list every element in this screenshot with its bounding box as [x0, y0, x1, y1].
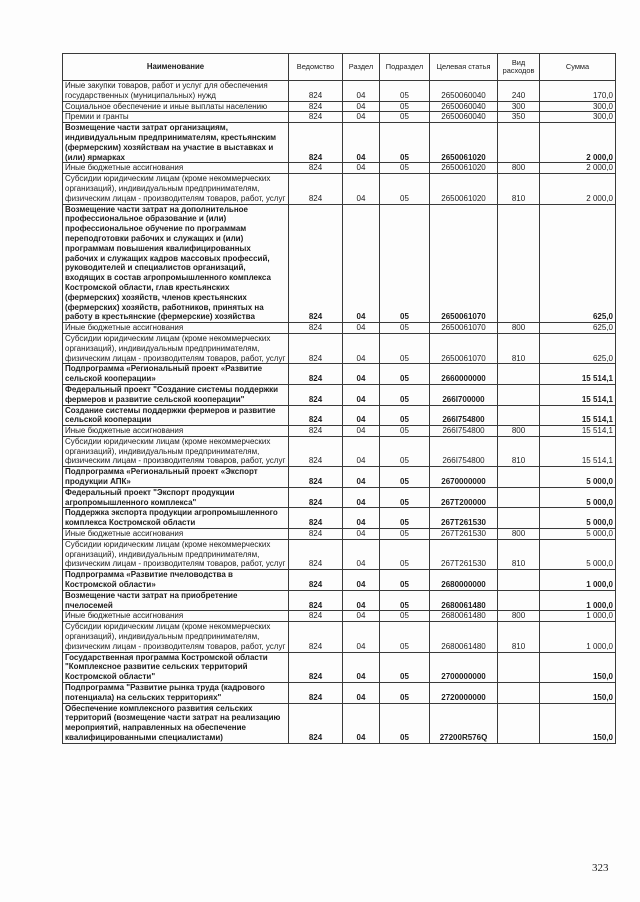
table-header [63, 54, 616, 81]
budget-table [62, 53, 616, 744]
cell-name: Поддержка экспорта продукции агропромышленного комплекса Костромской области [63, 508, 289, 529]
table-row [63, 703, 616, 743]
cell-vid [498, 364, 540, 385]
header-name: Наименование [63, 54, 289, 81]
cell-ved: 824 [289, 570, 343, 591]
table-row [63, 436, 616, 466]
header-vid: Вид расходов [498, 54, 540, 81]
cell-podrazdel: 05 [380, 590, 430, 611]
cell-podrazdel: 05 [380, 622, 430, 652]
cell-target: 267T200000 [430, 487, 498, 508]
cell-razdel: 04 [343, 683, 380, 704]
cell-razdel: 04 [343, 487, 380, 508]
table-row [63, 364, 616, 385]
cell-sum: 625,0 [540, 323, 616, 334]
cell-vid: 810 [498, 174, 540, 204]
cell-vid: 240 [498, 81, 540, 102]
cell-name: Иные бюджетные ассигнования [63, 426, 289, 437]
table-row [63, 467, 616, 488]
cell-sum: 15 514,1 [540, 364, 616, 385]
cell-ved: 824 [289, 384, 343, 405]
cell-target: 2650060040 [430, 81, 498, 102]
table-row [63, 611, 616, 622]
cell-podrazdel: 05 [380, 112, 430, 123]
header-podrazdel: Подраздел [380, 54, 430, 81]
cell-razdel: 04 [343, 529, 380, 540]
cell-vid [498, 590, 540, 611]
cell-ved: 824 [289, 683, 343, 704]
cell-ved: 824 [289, 611, 343, 622]
cell-podrazdel: 05 [380, 174, 430, 204]
cell-name: Субсидии юридическим лицам (кроме некоммерческих организаций), индивидуальным предпринимателям, физическим лицам - производителям товаров, работ, услуг [63, 622, 289, 652]
cell-sum: 1 000,0 [540, 611, 616, 622]
cell-sum: 5 000,0 [540, 508, 616, 529]
cell-podrazdel: 05 [380, 384, 430, 405]
cell-sum: 2 000,0 [540, 163, 616, 174]
cell-vid: 800 [498, 529, 540, 540]
cell-podrazdel: 05 [380, 652, 430, 682]
cell-name: Государственная программа Костромской области "Комплексное развитие сельских территорий Костромской области" [63, 652, 289, 682]
cell-target: 2680061480 [430, 590, 498, 611]
cell-target: 2680061480 [430, 611, 498, 622]
cell-razdel: 04 [343, 323, 380, 334]
cell-ved: 824 [289, 101, 343, 112]
cell-ved: 824 [289, 590, 343, 611]
cell-podrazdel: 05 [380, 323, 430, 334]
table-row [63, 622, 616, 652]
cell-target: 266I754800 [430, 436, 498, 466]
cell-sum: 15 514,1 [540, 405, 616, 426]
cell-target: 2650061070 [430, 204, 498, 323]
cell-razdel: 04 [343, 123, 380, 163]
cell-vid: 800 [498, 426, 540, 437]
cell-vid: 810 [498, 539, 540, 569]
cell-vid [498, 384, 540, 405]
cell-name: Субсидии юридическим лицам (кроме некоммерческих организаций), индивидуальным предпринимателям, физическим лицам - производителям товаров, работ, услуг [63, 539, 289, 569]
table-body [63, 81, 616, 744]
table-row [63, 487, 616, 508]
cell-podrazdel: 05 [380, 539, 430, 569]
table-row [63, 570, 616, 591]
cell-podrazdel: 05 [380, 436, 430, 466]
cell-sum: 2 000,0 [540, 123, 616, 163]
header-sum: Сумма [540, 54, 616, 81]
table-row [63, 323, 616, 334]
cell-podrazdel: 05 [380, 467, 430, 488]
cell-razdel: 04 [343, 426, 380, 437]
cell-name: Возмещение части затрат на дополнительное профессиональное образование и (или) профессиональное обучение по программам переподготовки рабочих и служащих и (или) программам повышения квалифицированных рабочих и служащих кадров массовых профессий, руководителей и специалистов организаций, входящих в состав агропромышленного комплекса Костромской области, глав крестьянских (фермерских) хозяйств, членов крестьянских (фермерских) хозяйств, работников, принятых на работу в крестьянские (фермерские) хозяйства [63, 204, 289, 323]
cell-podrazdel: 05 [380, 163, 430, 174]
cell-ved: 824 [289, 508, 343, 529]
cell-vid [498, 508, 540, 529]
cell-sum: 625,0 [540, 204, 616, 323]
cell-ved: 824 [289, 405, 343, 426]
cell-razdel: 04 [343, 539, 380, 569]
cell-podrazdel: 05 [380, 683, 430, 704]
cell-sum: 5 000,0 [540, 529, 616, 540]
cell-vid [498, 570, 540, 591]
cell-ved: 824 [289, 652, 343, 682]
cell-podrazdel: 05 [380, 405, 430, 426]
cell-razdel: 04 [343, 101, 380, 112]
cell-ved: 824 [289, 163, 343, 174]
cell-name: Субсидии юридическим лицам (кроме некоммерческих организаций), индивидуальным предпринимателям, физическим лицам - производителям товаров, работ, услуг [63, 174, 289, 204]
cell-vid: 300 [498, 101, 540, 112]
cell-name: Иные бюджетные ассигнования [63, 529, 289, 540]
cell-ved: 824 [289, 487, 343, 508]
cell-sum: 5 000,0 [540, 539, 616, 569]
cell-podrazdel: 05 [380, 508, 430, 529]
cell-vid [498, 652, 540, 682]
cell-name: Обеспечение комплексного развития сельских территорий (возмещение части затрат на реализацию мероприятий, направленных на обеспечение квалифицированными специалистами) [63, 703, 289, 743]
cell-podrazdel: 05 [380, 487, 430, 508]
cell-sum: 300,0 [540, 101, 616, 112]
cell-vid: 810 [498, 436, 540, 466]
cell-target: 267T261530 [430, 539, 498, 569]
cell-target: 2650061020 [430, 174, 498, 204]
table-row [63, 508, 616, 529]
cell-target: 2700000000 [430, 652, 498, 682]
cell-sum: 150,0 [540, 683, 616, 704]
cell-vid [498, 487, 540, 508]
cell-vid [498, 683, 540, 704]
table-row [63, 405, 616, 426]
cell-name: Подпрограмма «Региональный проект «Развитие сельской кооперации» [63, 364, 289, 385]
cell-name: Возмещение части затрат организациям, индивидуальным предпринимателям, крестьянским (фермерским) хозяйствам на участие в выставках и (или) ярмарках [63, 123, 289, 163]
cell-name: Иные бюджетные ассигнования [63, 163, 289, 174]
cell-ved: 824 [289, 123, 343, 163]
cell-sum: 15 514,1 [540, 384, 616, 405]
cell-razdel: 04 [343, 508, 380, 529]
cell-razdel: 04 [343, 570, 380, 591]
cell-ved: 824 [289, 112, 343, 123]
cell-ved: 824 [289, 467, 343, 488]
cell-name: Возмещение части затрат на приобретение пчелосемей [63, 590, 289, 611]
cell-name: Социальное обеспечение и иные выплаты населению [63, 101, 289, 112]
cell-name: Подпрограмма "Развитие рынка труда (кадрового потенциала) на сельских территориях" [63, 683, 289, 704]
cell-name: Иные закупки товаров, работ и услуг для обеспечения государственных (муниципальных) нужд [63, 81, 289, 102]
cell-target: 2680000000 [430, 570, 498, 591]
cell-sum: 300,0 [540, 112, 616, 123]
cell-vid: 800 [498, 163, 540, 174]
cell-podrazdel: 05 [380, 204, 430, 323]
cell-vid: 810 [498, 333, 540, 363]
cell-razdel: 04 [343, 405, 380, 426]
cell-razdel: 04 [343, 204, 380, 323]
table-row [63, 101, 616, 112]
cell-podrazdel: 05 [380, 123, 430, 163]
table-row [63, 112, 616, 123]
cell-name: Федеральный проект "Создание системы поддержки фермеров и развитие сельской кооперации" [63, 384, 289, 405]
cell-target: 266I700000 [430, 384, 498, 405]
cell-sum: 150,0 [540, 703, 616, 743]
page-number: 323 [592, 862, 609, 874]
cell-vid [498, 123, 540, 163]
cell-sum: 2 000,0 [540, 174, 616, 204]
cell-vid [498, 703, 540, 743]
cell-ved: 824 [289, 703, 343, 743]
cell-razdel: 04 [343, 364, 380, 385]
cell-razdel: 04 [343, 163, 380, 174]
cell-name: Субсидии юридическим лицам (кроме некоммерческих организаций), индивидуальным предпринимателям, физическим лицам - производителям товаров, работ, услуг [63, 436, 289, 466]
cell-target: 2670000000 [430, 467, 498, 488]
cell-razdel: 04 [343, 622, 380, 652]
cell-target: 2650061020 [430, 123, 498, 163]
cell-sum: 5 000,0 [540, 467, 616, 488]
table-row [63, 652, 616, 682]
cell-podrazdel: 05 [380, 611, 430, 622]
cell-sum: 1 000,0 [540, 622, 616, 652]
cell-vid: 810 [498, 622, 540, 652]
header-ved: Ведомство [289, 54, 343, 81]
cell-target: 267T261530 [430, 529, 498, 540]
cell-razdel: 04 [343, 467, 380, 488]
cell-vid: 350 [498, 112, 540, 123]
cell-podrazdel: 05 [380, 529, 430, 540]
cell-sum: 625,0 [540, 333, 616, 363]
cell-podrazdel: 05 [380, 333, 430, 363]
cell-ved: 824 [289, 333, 343, 363]
cell-podrazdel: 05 [380, 570, 430, 591]
cell-name: Субсидии юридическим лицам (кроме некоммерческих организаций), индивидуальным предпринимателям, физическим лицам - производителям товаров, работ, услуг [63, 333, 289, 363]
table-row [63, 384, 616, 405]
cell-ved: 824 [289, 364, 343, 385]
table-row [63, 683, 616, 704]
table-row [63, 163, 616, 174]
cell-razdel: 04 [343, 384, 380, 405]
cell-target: 27200R576Q [430, 703, 498, 743]
table-row [63, 174, 616, 204]
cell-target: 2650060040 [430, 101, 498, 112]
cell-razdel: 04 [343, 174, 380, 204]
cell-target: 266I754800 [430, 426, 498, 437]
table-row [63, 426, 616, 437]
cell-vid [498, 204, 540, 323]
cell-target: 266I754800 [430, 405, 498, 426]
cell-sum: 150,0 [540, 652, 616, 682]
cell-ved: 824 [289, 426, 343, 437]
cell-name: Создание системы поддержки фермеров и развитие сельской кооперации [63, 405, 289, 426]
cell-name: Федеральный проект "Экспорт продукции агропромышленного комплекса" [63, 487, 289, 508]
cell-podrazdel: 05 [380, 81, 430, 102]
table-row [63, 204, 616, 323]
cell-razdel: 04 [343, 590, 380, 611]
header-target: Целевая статья [430, 54, 498, 81]
table-row [63, 529, 616, 540]
cell-ved: 824 [289, 539, 343, 569]
cell-target: 2660000000 [430, 364, 498, 385]
cell-razdel: 04 [343, 611, 380, 622]
cell-sum: 1 000,0 [540, 590, 616, 611]
cell-name: Иные бюджетные ассигнования [63, 323, 289, 334]
cell-sum: 170,0 [540, 81, 616, 102]
cell-vid: 800 [498, 611, 540, 622]
cell-target: 2720000000 [430, 683, 498, 704]
cell-ved: 824 [289, 174, 343, 204]
cell-razdel: 04 [343, 333, 380, 363]
cell-target: 2650061020 [430, 163, 498, 174]
cell-target: 267T261530 [430, 508, 498, 529]
cell-sum: 15 514,1 [540, 426, 616, 437]
cell-razdel: 04 [343, 112, 380, 123]
cell-ved: 824 [289, 81, 343, 102]
cell-podrazdel: 05 [380, 364, 430, 385]
table-row [63, 539, 616, 569]
table-row [63, 333, 616, 363]
cell-ved: 824 [289, 529, 343, 540]
cell-target: 2650061070 [430, 333, 498, 363]
cell-razdel: 04 [343, 436, 380, 466]
table-row [63, 590, 616, 611]
cell-ved: 824 [289, 204, 343, 323]
cell-vid [498, 467, 540, 488]
cell-sum: 15 514,1 [540, 436, 616, 466]
cell-target: 2650061070 [430, 323, 498, 334]
cell-podrazdel: 05 [380, 426, 430, 437]
cell-razdel: 04 [343, 81, 380, 102]
header-razdel: Раздел [343, 54, 380, 81]
cell-vid [498, 405, 540, 426]
cell-target: 2680061480 [430, 622, 498, 652]
cell-ved: 824 [289, 436, 343, 466]
cell-sum: 5 000,0 [540, 487, 616, 508]
cell-podrazdel: 05 [380, 101, 430, 112]
cell-name: Подпрограмма «Региональный проект «Экспорт продукции АПК» [63, 467, 289, 488]
cell-podrazdel: 05 [380, 703, 430, 743]
cell-razdel: 04 [343, 652, 380, 682]
cell-target: 2650060040 [430, 112, 498, 123]
table-row [63, 81, 616, 102]
cell-ved: 824 [289, 323, 343, 334]
cell-name: Иные бюджетные ассигнования [63, 611, 289, 622]
table-row [63, 123, 616, 163]
cell-name: Подпрограмма «Развитие пчеловодства в Костромской области» [63, 570, 289, 591]
cell-name: Премии и гранты [63, 112, 289, 123]
cell-ved: 824 [289, 622, 343, 652]
cell-razdel: 04 [343, 703, 380, 743]
cell-vid: 800 [498, 323, 540, 334]
cell-sum: 1 000,0 [540, 570, 616, 591]
